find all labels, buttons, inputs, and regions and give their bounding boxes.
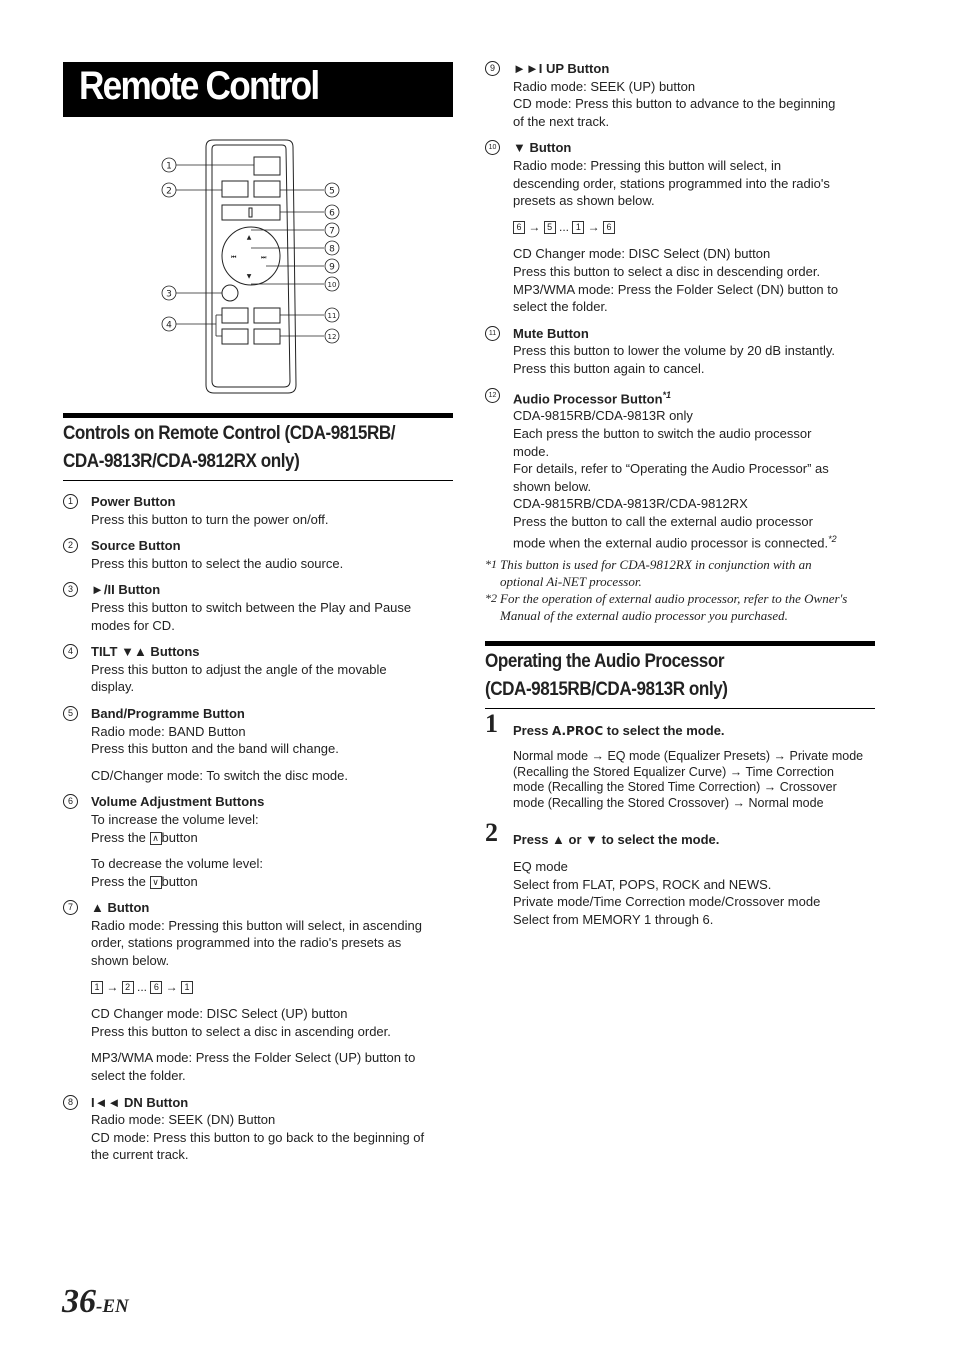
item-number: 6 (63, 794, 78, 809)
footnotes (485, 556, 885, 624)
section-heading-line-2: CDA-9813R/CDA-9812RX only) (63, 451, 300, 472)
item-number: 1 (63, 494, 78, 509)
step-number: 2 (485, 818, 498, 847)
item-play-pause (63, 581, 458, 634)
step-text: Private mode/Time Correction mode/Crossover mode (513, 894, 821, 910)
item-title: Volume Adjustment Buttons (91, 794, 265, 810)
callout-9: 9 (329, 262, 335, 273)
item-source (63, 537, 458, 572)
item-text: Press this button again to cancel. (513, 360, 705, 376)
item-text: shown below. (91, 953, 170, 969)
item-text: Press this button to select the audio source. (91, 555, 344, 571)
callout-12: 12 (327, 333, 337, 341)
left-column (63, 493, 458, 1173)
callout-4: 4 (166, 320, 172, 331)
item-number: 4 (63, 644, 78, 659)
item-text: Press this button to select a disc in descending order. (513, 263, 821, 279)
item-text: Press this button to select a disc in ascending order. (91, 1023, 391, 1039)
right-column (485, 60, 885, 561)
item-volume (63, 793, 458, 890)
remote-control-illustration (150, 135, 350, 400)
item-text: Press the button to call the external audio processor (513, 513, 813, 529)
callout-1: 1 (166, 161, 172, 172)
step-body (513, 858, 880, 928)
preset-box: 2 (122, 981, 134, 994)
item-text: display. (91, 679, 135, 695)
item-up (63, 899, 458, 1084)
step-text-part: to select the mode. (603, 723, 725, 738)
item-text-part: Press the (91, 873, 150, 889)
step-2 (485, 818, 880, 928)
item-text (513, 531, 885, 552)
item-title-text: Audio Processor Button (513, 390, 663, 406)
step-text: Select from MEMORY 1 through 6. (513, 911, 714, 927)
item-number: 11 (485, 326, 500, 341)
item-power (63, 493, 458, 528)
volume-down-key: ∨ (150, 876, 162, 889)
item-text: CD Changer mode: DISC Select (UP) button (91, 1006, 348, 1022)
item-text: CD mode: Press this button to advance to the beginning (513, 96, 836, 112)
item-title: Band/Programme Button (91, 705, 245, 721)
page-title-bar (63, 62, 453, 117)
callout-10: 10 (327, 281, 337, 289)
section-heading-line-2: (CDA-9815RB/CDA-9813R only) (485, 679, 728, 700)
item-text: Press this button to switch between the Play and Pause (91, 599, 412, 615)
item-number: 5 (63, 706, 78, 721)
item-text: CD mode: Press this button to go back to the beginning of (91, 1129, 425, 1145)
preset-box: 6 (513, 221, 525, 234)
preset-box: 1 (572, 221, 584, 234)
item-text: For details, refer to “Operating the Audio Processor” as (513, 461, 829, 477)
item-text: Press this button and the band will change. (91, 741, 339, 757)
callout-11: 11 (327, 312, 337, 320)
step-instruction (513, 723, 880, 739)
item-title: ►►I UP Button (513, 61, 610, 76)
item-number: 10 (485, 140, 500, 155)
step-1 (485, 709, 880, 811)
footnote-2 (485, 590, 885, 624)
item-band-programme (63, 705, 458, 784)
item-text-part: button (161, 829, 198, 845)
item-title: Power Button (91, 494, 176, 509)
item-down (485, 139, 885, 315)
item-up-seek (485, 60, 885, 130)
footnote-mark: *1 (485, 557, 497, 571)
item-text: select the folder. (513, 299, 608, 315)
item-text-part: button (161, 873, 198, 889)
item-text: To decrease the volume level: (91, 856, 263, 872)
step-text: EQ mode (513, 859, 568, 874)
item-text: Radio mode: Pressing this button will select, in ascending (91, 917, 422, 933)
step-text: Normal mode → EQ mode (Equalizer Presets) → Private mode (513, 749, 864, 763)
item-text: modes for CD. (91, 617, 175, 633)
callout-5: 5 (329, 186, 335, 197)
item-number: 3 (63, 582, 78, 597)
item-text: the current track. (91, 1147, 189, 1163)
item-title: ▲ Button (91, 900, 150, 916)
item-text: Press this button to turn the power on/off. (91, 511, 329, 527)
item-text: descending order, stations programmed into the radio's (513, 175, 830, 191)
item-text: Radio mode: SEEK (DN) Button (91, 1112, 276, 1128)
page-number (62, 1283, 129, 1321)
item-text: CD/Changer mode: To switch the disc mode. (91, 767, 348, 783)
item-title: I◄◄ DN Button (91, 1094, 189, 1110)
svg-text:⏮: ⏮ (231, 254, 237, 261)
item-text: CDA-9815RB/CDA-9813R only (513, 408, 693, 424)
callout-7: 7 (329, 226, 335, 237)
footnote-mark: *2 (485, 591, 497, 605)
item-text: CD Changer mode: DISC Select (DN) button (513, 246, 771, 262)
callout-8: 8 (329, 244, 335, 255)
item-title: ►/II Button (91, 582, 161, 598)
item-text: MP3/WMA mode: Press the Folder Select (UP) button to (91, 1050, 416, 1066)
svg-text:▲: ▲ (246, 234, 252, 241)
svg-text:▼: ▼ (246, 273, 252, 280)
preset-box: 5 (544, 221, 556, 234)
section-heading-line-1: Controls on Remote Control (CDA-9815RB/ (63, 423, 396, 444)
preset-sequence: 1 → 2 ... 6 → 1 (91, 979, 458, 997)
item-text: Radio mode: SEEK (UP) button (513, 78, 696, 94)
preset-box: 6 (150, 981, 162, 994)
item-number: 8 (63, 1095, 78, 1110)
section-heading-audio-processor (485, 641, 875, 709)
page-number-digits: 36 (62, 1283, 96, 1320)
callout-6: 6 (329, 208, 335, 219)
item-title (513, 387, 885, 408)
callout-3: 3 (166, 289, 172, 300)
svg-text:⏭: ⏭ (261, 254, 267, 261)
aproc-key: A.PROC (552, 724, 604, 738)
preset-box: 6 (603, 221, 615, 234)
item-dn (63, 1094, 458, 1164)
item-text: Radio mode: BAND Button (91, 723, 246, 739)
step-body (513, 749, 880, 811)
footnote-text: This button is used for CDA-9812RX in conjunction with an (500, 557, 812, 572)
step-text: mode (Recalling the Stored Crossover) → Normal mode (513, 795, 824, 810)
footnote-1 (485, 556, 885, 590)
item-title: Source Button (91, 538, 181, 554)
item-text: Each press the button to switch the audio processor (513, 426, 812, 442)
item-text: mode. (513, 443, 550, 459)
item-text: MP3/WMA mode: Press the Folder Select (DN) button to (513, 281, 839, 297)
footnote-text: optional Ai-NET processor. (500, 574, 642, 589)
step-text: Select from FLAT, POPS, ROCK and NEWS. (513, 876, 772, 892)
preset-box: 1 (181, 981, 193, 994)
item-text: Radio mode: Pressing this button will select, in (513, 157, 782, 173)
section-heading-controls (63, 413, 453, 481)
item-text (91, 829, 458, 847)
item-audio-processor (485, 387, 885, 552)
step-text-part: Press (513, 723, 553, 738)
page-number-suffix: -EN (96, 1296, 129, 1317)
item-text: of the next track. (513, 113, 610, 129)
item-text: Press this button to lower the volume by 20 dB instantly. (513, 343, 836, 359)
item-title: Mute Button (513, 325, 589, 341)
item-text-part: Press the (91, 829, 150, 845)
item-number: 2 (63, 538, 78, 553)
footnote-ref: *2 (828, 533, 837, 544)
step-instruction: Press ▲ or ▼ to select the mode. (513, 832, 720, 847)
footnote-ref: *1 (662, 389, 672, 400)
item-number: 12 (485, 388, 500, 403)
item-mute (485, 325, 885, 378)
item-title: ▼ Button (513, 140, 572, 156)
preset-sequence: 6 → 5 ... 1 → 6 (513, 219, 885, 237)
item-number: 7 (63, 900, 78, 915)
step-text: mode (Recalling the Stored Time Correction) → Crossover (513, 780, 837, 795)
item-text (91, 873, 458, 891)
item-text: CDA-9815RB/CDA-9813R/CDA-9812RX (513, 496, 748, 512)
item-text: shown below. (513, 478, 592, 494)
section-heading-line-1: Operating the Audio Processor (485, 651, 725, 672)
page-title: Remote Control (79, 64, 319, 108)
footnote-text: For the operation of external audio processor, refer to the Owner's (500, 591, 848, 606)
item-text: To increase the volume level: (91, 811, 259, 827)
preset-box: 1 (91, 981, 103, 994)
step-number: 1 (485, 709, 498, 738)
item-text: select the folder. (91, 1068, 186, 1084)
callout-2: 2 (166, 186, 172, 197)
footnote-text: Manual of the external audio processor you purchased. (500, 608, 788, 623)
item-text: order, stations programmed into the radio's presets as (91, 935, 402, 951)
item-tilt (63, 643, 458, 696)
item-number: 9 (485, 61, 500, 76)
item-text: Press this button to adjust the angle of the movable (91, 661, 387, 677)
item-text-part: mode when the external audio processor is connected. (513, 534, 829, 550)
item-text: presets as shown below. (513, 193, 655, 209)
volume-up-key: ∧ (150, 832, 162, 845)
item-title: TILT ▼▲ Buttons (91, 644, 200, 660)
step-text: (Recalling the Stored Equalizer Curve) → Time Correction (513, 764, 834, 779)
